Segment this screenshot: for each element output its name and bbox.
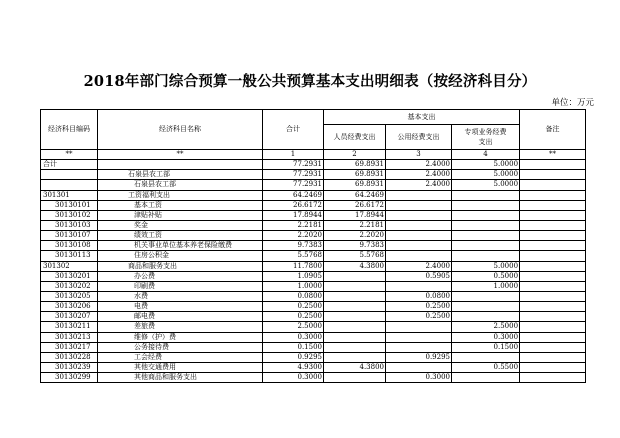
table-row — [41, 210, 586, 220]
row-code: 30130213 — [41, 332, 98, 342]
row-personnel — [324, 312, 386, 322]
row-total: 0.2500 — [263, 312, 324, 322]
row-name: 邮电费 — [98, 312, 263, 322]
table-row — [41, 332, 586, 342]
table-row — [41, 160, 586, 170]
table-row — [41, 291, 586, 301]
row-special — [452, 302, 520, 312]
header-public: 公用经费支出 — [386, 125, 452, 150]
row-personnel: 4.3800 — [324, 261, 386, 271]
unit-label: 单位：万元 — [551, 98, 594, 108]
row-personnel — [324, 332, 386, 342]
row-note — [520, 251, 586, 261]
row-total: 0.3000 — [263, 373, 324, 383]
row-special: 0.5000 — [452, 271, 520, 281]
row-total: 4.9300 — [263, 362, 324, 372]
header-personnel: 人员经费支出 — [324, 125, 386, 150]
row-personnel: 2.2020 — [324, 231, 386, 241]
header-total: 合计 — [263, 110, 324, 150]
row-public — [386, 332, 452, 342]
row-personnel — [324, 291, 386, 301]
row-public — [386, 281, 452, 291]
row-public: 2.4000 — [386, 170, 452, 180]
table-row — [41, 342, 586, 352]
row-special: 0.5500 — [452, 362, 520, 372]
row-personnel: 69.8931 — [324, 160, 386, 170]
row-personnel — [324, 342, 386, 352]
row-code: 30130205 — [41, 291, 98, 301]
row-code — [41, 180, 98, 190]
row-code: 301301 — [41, 190, 98, 200]
row-personnel: 4.3800 — [324, 362, 386, 372]
row-name: 工资福利支出 — [98, 190, 263, 200]
row-code: 30130239 — [41, 362, 98, 372]
row-special: 0.3000 — [452, 332, 520, 342]
row-name: 维修（护）费 — [98, 332, 263, 342]
row-note — [520, 170, 586, 180]
row-note — [520, 342, 586, 352]
row-name: 住房公积金 — [98, 251, 263, 261]
row-special: 5.0000 — [452, 170, 520, 180]
row-code: 301302 — [41, 261, 98, 271]
row-note — [520, 190, 586, 200]
row-public: 0.2500 — [386, 312, 452, 322]
row-total: 77.2931 — [263, 170, 324, 180]
row-name: 其他商品和服务支出 — [98, 373, 263, 383]
row-special: 2.5000 — [452, 322, 520, 332]
row-public — [386, 322, 452, 332]
table-row — [41, 373, 586, 383]
row-name: 基本工资 — [98, 200, 263, 210]
row-public — [386, 200, 452, 210]
table-row — [41, 180, 586, 190]
row-code: 30130101 — [41, 200, 98, 210]
row-name — [98, 160, 263, 170]
row-name: 绩效工资 — [98, 231, 263, 241]
row-special: 5.0000 — [452, 180, 520, 190]
row-code: 30130228 — [41, 352, 98, 362]
row-special — [452, 200, 520, 210]
table-row — [41, 231, 586, 241]
row-public — [386, 190, 452, 200]
row-special — [452, 210, 520, 220]
row-name: 水费 — [98, 291, 263, 301]
row-total: 77.2931 — [263, 180, 324, 190]
row-personnel: 69.8931 — [324, 170, 386, 180]
row-public: 2.4000 — [386, 160, 452, 170]
row-name: 商品和服务支出 — [98, 261, 263, 271]
row-personnel — [324, 281, 386, 291]
row-name: 津贴补贴 — [98, 210, 263, 220]
row-name: 其他交通费用 — [98, 362, 263, 372]
row-personnel — [324, 373, 386, 383]
row-public — [386, 241, 452, 251]
index-cell: ** — [41, 150, 98, 160]
row-total: 1.0905 — [263, 271, 324, 281]
row-total: 0.2500 — [263, 302, 324, 312]
row-total: 0.1500 — [263, 342, 324, 352]
row-special: 5.0000 — [452, 261, 520, 271]
page-title: 2018年部门综合预算一般公共预算基本支出明细表（按经济科目分） — [83, 73, 537, 90]
index-cell: 4 — [452, 150, 520, 160]
row-name: 公务接待费 — [98, 342, 263, 352]
row-personnel: 64.2469 — [324, 190, 386, 200]
row-code: 30130107 — [41, 231, 98, 241]
header-special: 专项业务经费支出 — [452, 125, 520, 150]
row-special — [452, 291, 520, 301]
table-row — [41, 190, 586, 200]
row-total: 0.3000 — [263, 332, 324, 342]
row-total: 2.2181 — [263, 220, 324, 230]
table-row — [41, 281, 586, 291]
row-note — [520, 281, 586, 291]
row-total: 2.2020 — [263, 231, 324, 241]
row-special: 0.1500 — [452, 342, 520, 352]
row-total: 17.8944 — [263, 210, 324, 220]
row-public — [386, 210, 452, 220]
row-code: 30130217 — [41, 342, 98, 352]
index-cell: 2 — [324, 150, 386, 160]
table-row — [41, 322, 586, 332]
row-note — [520, 261, 586, 271]
row-personnel — [324, 302, 386, 312]
table-row — [41, 241, 586, 251]
row-code: 30130202 — [41, 281, 98, 291]
row-special — [452, 352, 520, 362]
row-public: 0.9295 — [386, 352, 452, 362]
row-name: 奖金 — [98, 220, 263, 230]
row-code: 30130207 — [41, 312, 98, 322]
row-personnel: 17.8944 — [324, 210, 386, 220]
row-public — [386, 342, 452, 352]
table-row — [41, 271, 586, 281]
row-total: 11.7800 — [263, 261, 324, 271]
row-name: 工会经费 — [98, 352, 263, 362]
row-special: 1.0000 — [452, 281, 520, 291]
table-row — [41, 170, 586, 180]
row-total: 0.9295 — [263, 352, 324, 362]
table-row — [41, 220, 586, 230]
row-note — [520, 241, 586, 251]
table-row — [41, 302, 586, 312]
row-code: 30130108 — [41, 241, 98, 251]
row-public: 0.3000 — [386, 373, 452, 383]
row-code: 30130113 — [41, 251, 98, 261]
row-personnel: 69.8931 — [324, 180, 386, 190]
row-code: 30130201 — [41, 271, 98, 281]
row-note — [520, 200, 586, 210]
row-special — [452, 231, 520, 241]
row-total: 64.2469 — [263, 190, 324, 200]
row-special — [452, 373, 520, 383]
row-name: 印刷费 — [98, 281, 263, 291]
row-personnel — [324, 271, 386, 281]
row-personnel — [324, 322, 386, 332]
row-note — [520, 231, 586, 241]
row-special — [452, 220, 520, 230]
row-name: 差旅费 — [98, 322, 263, 332]
row-special: 5.0000 — [452, 160, 520, 170]
row-name: 电费 — [98, 302, 263, 312]
header-code: 经济科目编码 — [41, 110, 98, 150]
index-cell: 3 — [386, 150, 452, 160]
table-row — [41, 352, 586, 362]
row-public — [386, 231, 452, 241]
header-name: 经济科目名称 — [98, 110, 263, 150]
row-code — [41, 170, 98, 180]
row-total: 9.7383 — [263, 241, 324, 251]
row-note — [520, 180, 586, 190]
row-name: 办公费 — [98, 271, 263, 281]
table-row — [41, 261, 586, 271]
row-personnel: 5.5768 — [324, 251, 386, 261]
row-public: 0.0800 — [386, 291, 452, 301]
row-name: 石泉县农工部 — [98, 180, 263, 190]
row-personnel: 26.6172 — [324, 200, 386, 210]
row-total: 1.0000 — [263, 281, 324, 291]
row-note — [520, 302, 586, 312]
row-note — [520, 210, 586, 220]
row-code: 30130299 — [41, 373, 98, 383]
row-special — [452, 190, 520, 200]
table-row — [41, 312, 586, 322]
row-public: 0.5905 — [386, 271, 452, 281]
row-public — [386, 220, 452, 230]
row-personnel: 2.2181 — [324, 220, 386, 230]
row-personnel — [324, 352, 386, 362]
row-public — [386, 362, 452, 372]
row-total: 2.5000 — [263, 322, 324, 332]
row-public: 2.4000 — [386, 261, 452, 271]
row-note — [520, 312, 586, 322]
row-note — [520, 373, 586, 383]
row-code: 30130211 — [41, 322, 98, 332]
row-note — [520, 332, 586, 342]
row-note — [520, 362, 586, 372]
row-personnel: 9.7383 — [324, 241, 386, 251]
row-note — [520, 220, 586, 230]
row-note — [520, 352, 586, 362]
row-special — [452, 241, 520, 251]
row-public: 0.2500 — [386, 302, 452, 312]
header-note: 备注 — [520, 110, 586, 150]
row-code: 30130103 — [41, 220, 98, 230]
table-row — [41, 200, 586, 210]
table-row — [41, 251, 586, 261]
row-special — [452, 312, 520, 322]
table-row — [41, 362, 586, 372]
row-note — [520, 271, 586, 281]
row-code: 合计 — [41, 160, 98, 170]
row-note — [520, 291, 586, 301]
row-name: 机关事业单位基本养老保险缴费 — [98, 241, 263, 251]
row-total: 26.6172 — [263, 200, 324, 210]
index-cell: ** — [520, 150, 586, 160]
index-row — [41, 150, 586, 160]
row-special — [452, 251, 520, 261]
row-public — [386, 251, 452, 261]
expenditure-table — [40, 109, 586, 383]
index-cell: 1 — [263, 150, 324, 160]
row-public: 2.4000 — [386, 180, 452, 190]
header-basic: 基本支出 — [324, 110, 520, 125]
row-total: 0.0800 — [263, 291, 324, 301]
row-name: 石泉县农工部 — [98, 170, 263, 180]
row-total: 77.2931 — [263, 160, 324, 170]
row-code: 30130206 — [41, 302, 98, 312]
row-note — [520, 322, 586, 332]
row-code: 30130102 — [41, 210, 98, 220]
row-note — [520, 160, 586, 170]
row-total: 5.5768 — [263, 251, 324, 261]
index-cell: ** — [98, 150, 263, 160]
